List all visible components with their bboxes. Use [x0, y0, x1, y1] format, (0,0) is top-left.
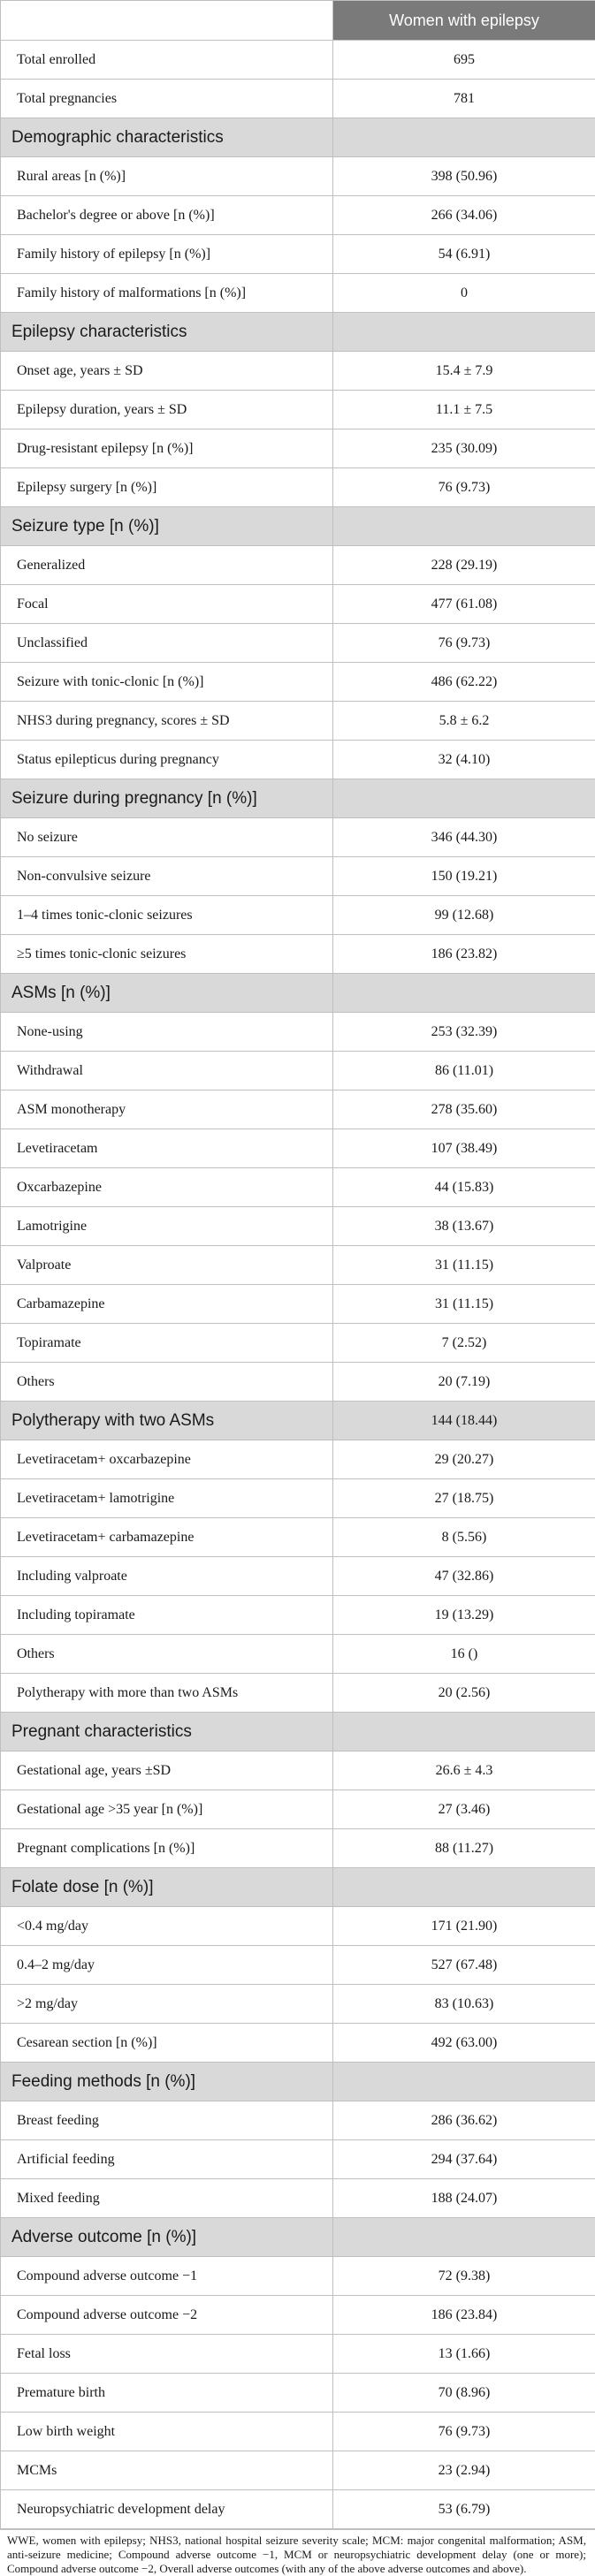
table-row — [1, 2490, 595, 2529]
table-row — [1, 663, 595, 702]
row-label: Compound adverse outcome −2 — [1, 2296, 333, 2335]
row-label: Focal — [1, 585, 333, 624]
row-label: Status epilepticus during pregnancy — [1, 741, 333, 779]
table-row — [1, 1246, 595, 1285]
row-value: 31 (11.15) — [333, 1246, 595, 1285]
row-value: 8 (5.56) — [333, 1518, 595, 1557]
section-header-row — [1, 1713, 595, 1752]
row-value: 76 (9.73) — [333, 2413, 595, 2451]
table-row — [1, 1324, 595, 1363]
row-label: Low birth weight — [1, 2413, 333, 2451]
row-value: 486 (62.22) — [333, 663, 595, 702]
section-label: Adverse outcome [n (%)] — [1, 2218, 333, 2257]
section-header-row — [1, 507, 595, 546]
table-row — [1, 157, 595, 196]
row-value: 29 (20.27) — [333, 1440, 595, 1479]
table-row — [1, 741, 595, 779]
row-label: Artificial feeding — [1, 2140, 333, 2179]
row-value: 54 (6.91) — [333, 235, 595, 274]
row-value: 20 (7.19) — [333, 1363, 595, 1402]
table-row — [1, 2413, 595, 2451]
header-women-with-epilepsy: Women with epilepsy — [333, 1, 595, 41]
section-header-row — [1, 974, 595, 1013]
row-label: Family history of malformations [n (%)] — [1, 274, 333, 313]
table-row — [1, 1013, 595, 1052]
row-label: Non-convulsive seizure — [1, 857, 333, 896]
row-value: 11.1 ± 7.5 — [333, 391, 595, 429]
row-value: 695 — [333, 41, 595, 80]
table-row — [1, 2257, 595, 2296]
row-label: Including topiramate — [1, 1596, 333, 1635]
row-value: 16 () — [333, 1635, 595, 1674]
row-value: 13 (1.66) — [333, 2335, 595, 2374]
row-value: 23 (2.94) — [333, 2451, 595, 2490]
row-label: Levetiracetam+ oxcarbazepine — [1, 1440, 333, 1479]
row-label: Bachelor's degree or above [n (%)] — [1, 196, 333, 235]
row-label: Topiramate — [1, 1324, 333, 1363]
row-label: Family history of epilepsy [n (%)] — [1, 235, 333, 274]
row-value: 266 (34.06) — [333, 196, 595, 235]
section-label: Pregnant characteristics — [1, 1713, 333, 1752]
table-row — [1, 2374, 595, 2413]
row-value: 47 (32.86) — [333, 1557, 595, 1596]
row-value: 781 — [333, 80, 595, 118]
row-label: Premature birth — [1, 2374, 333, 2413]
table-row — [1, 196, 595, 235]
row-label: Gestational age, years ±SD — [1, 1752, 333, 1790]
row-value: 86 (11.01) — [333, 1052, 595, 1090]
header-blank-cell — [1, 1, 333, 41]
table-row — [1, 1674, 595, 1713]
row-value: 294 (37.64) — [333, 2140, 595, 2179]
row-label: Epilepsy duration, years ± SD — [1, 391, 333, 429]
table-row — [1, 1829, 595, 1868]
row-value: 346 (44.30) — [333, 818, 595, 857]
row-value: 31 (11.15) — [333, 1285, 595, 1324]
row-label: Generalized — [1, 546, 333, 585]
row-value: 70 (8.96) — [333, 2374, 595, 2413]
row-label: MCMs — [1, 2451, 333, 2490]
section-value — [333, 974, 595, 1013]
row-label: No seizure — [1, 818, 333, 857]
table-row — [1, 1557, 595, 1596]
row-value: 278 (35.60) — [333, 1090, 595, 1129]
row-label: Breast feeding — [1, 2101, 333, 2140]
table-row — [1, 1596, 595, 1635]
row-value: 235 (30.09) — [333, 429, 595, 468]
row-label: Rural areas [n (%)] — [1, 157, 333, 196]
row-value: 186 (23.82) — [333, 935, 595, 974]
row-label: Polytherapy with more than two ASMs — [1, 1674, 333, 1713]
table-row — [1, 2335, 595, 2374]
table-row — [1, 391, 595, 429]
row-label: NHS3 during pregnancy, scores ± SD — [1, 702, 333, 741]
row-label: Total enrolled — [1, 41, 333, 80]
row-value: 53 (6.79) — [333, 2490, 595, 2529]
row-label: Drug-resistant epilepsy [n (%)] — [1, 429, 333, 468]
row-value: 44 (15.83) — [333, 1168, 595, 1207]
row-label: >2 mg/day — [1, 1985, 333, 2024]
row-value: 171 (21.90) — [333, 1907, 595, 1946]
table-row — [1, 1168, 595, 1207]
section-header-row — [1, 2218, 595, 2257]
section-header-row — [1, 2063, 595, 2101]
row-value: 398 (50.96) — [333, 157, 595, 196]
table-row — [1, 1363, 595, 1402]
table-row — [1, 857, 595, 896]
table-row — [1, 1440, 595, 1479]
row-value: 15.4 ± 7.9 — [333, 352, 595, 391]
table-row — [1, 2101, 595, 2140]
row-label: Neuropsychiatric development delay — [1, 2490, 333, 2529]
table-body — [1, 41, 595, 2529]
table-row — [1, 2296, 595, 2335]
table-row — [1, 702, 595, 741]
section-header-row — [1, 1868, 595, 1907]
row-value: 150 (19.21) — [333, 857, 595, 896]
row-value: 5.8 ± 6.2 — [333, 702, 595, 741]
table-row — [1, 818, 595, 857]
row-label: Pregnant complications [n (%)] — [1, 1829, 333, 1868]
row-label: Fetal loss — [1, 2335, 333, 2374]
table-row — [1, 1207, 595, 1246]
row-value: 32 (4.10) — [333, 741, 595, 779]
table-row — [1, 1129, 595, 1168]
table-row — [1, 2140, 595, 2179]
section-value — [333, 779, 595, 818]
row-value: 186 (23.84) — [333, 2296, 595, 2335]
table-row — [1, 546, 595, 585]
row-label: Levetiracetam+ lamotrigine — [1, 1479, 333, 1518]
row-label: Levetiracetam+ carbamazepine — [1, 1518, 333, 1557]
table-row — [1, 1790, 595, 1829]
table-row — [1, 1090, 595, 1129]
row-value: 88 (11.27) — [333, 1829, 595, 1868]
row-label: Valproate — [1, 1246, 333, 1285]
table-row — [1, 1285, 595, 1324]
table-footnote: WWE, women with epilepsy; NHS3, national hospital seizure severity scale; MCM: major congenital malformation; ASM, anti-seizure medicine; Compound adverse outcome −1, MCM or neuropsychiatric development delay (one or more); Compound adverse outcome −2, Overall adverse outcomes (with any of the above adverse outcomes and above). — [0, 2529, 595, 2576]
table-row — [1, 1907, 595, 1946]
section-label: ASMs [n (%)] — [1, 974, 333, 1013]
row-label: Including valproate — [1, 1557, 333, 1596]
section-header-row — [1, 1402, 595, 1440]
table-row — [1, 1479, 595, 1518]
section-header-row — [1, 118, 595, 157]
row-value: 27 (18.75) — [333, 1479, 595, 1518]
section-value — [333, 313, 595, 352]
section-label: Seizure during pregnancy [n (%)] — [1, 779, 333, 818]
row-value: 228 (29.19) — [333, 546, 595, 585]
section-label: Seizure type [n (%)] — [1, 507, 333, 546]
row-value: 527 (67.48) — [333, 1946, 595, 1985]
section-value — [333, 2063, 595, 2101]
table-row — [1, 41, 595, 80]
row-label: Others — [1, 1635, 333, 1674]
section-value — [333, 507, 595, 546]
section-value — [333, 1713, 595, 1752]
row-label: Compound adverse outcome −1 — [1, 2257, 333, 2296]
row-label: Gestational age >35 year [n (%)] — [1, 1790, 333, 1829]
section-label: Epilepsy characteristics — [1, 313, 333, 352]
section-value: 144 (18.44) — [333, 1402, 595, 1440]
section-label: Polytherapy with two ASMs — [1, 1402, 333, 1440]
table-row — [1, 2179, 595, 2218]
table-row — [1, 468, 595, 507]
row-value: 492 (63.00) — [333, 2024, 595, 2063]
row-value: 20 (2.56) — [333, 1674, 595, 1713]
row-label: Withdrawal — [1, 1052, 333, 1090]
table-row — [1, 1635, 595, 1674]
row-value: 76 (9.73) — [333, 624, 595, 663]
row-label: ≥5 times tonic-clonic seizures — [1, 935, 333, 974]
table-row — [1, 2024, 595, 2063]
table-row — [1, 274, 595, 313]
row-label: Unclassified — [1, 624, 333, 663]
section-value — [333, 118, 595, 157]
row-value: 107 (38.49) — [333, 1129, 595, 1168]
table-row — [1, 2451, 595, 2490]
row-value: 99 (12.68) — [333, 896, 595, 935]
table-row — [1, 624, 595, 663]
section-value — [333, 2218, 595, 2257]
table-row — [1, 896, 595, 935]
row-label: Oxcarbazepine — [1, 1168, 333, 1207]
section-header-row — [1, 313, 595, 352]
table-row — [1, 80, 595, 118]
row-value: 83 (10.63) — [333, 1985, 595, 2024]
row-value: 72 (9.38) — [333, 2257, 595, 2296]
table-row — [1, 1946, 595, 1985]
row-value: 27 (3.46) — [333, 1790, 595, 1829]
row-label: Levetiracetam — [1, 1129, 333, 1168]
header-row — [1, 1, 595, 41]
row-value: 19 (13.29) — [333, 1596, 595, 1635]
row-label: Onset age, years ± SD — [1, 352, 333, 391]
row-value: 76 (9.73) — [333, 468, 595, 507]
row-label: Seizure with tonic-clonic [n (%)] — [1, 663, 333, 702]
table-row — [1, 1752, 595, 1790]
row-value: 477 (61.08) — [333, 585, 595, 624]
table-row — [1, 1052, 595, 1090]
table-row — [1, 352, 595, 391]
row-label: Cesarean section [n (%)] — [1, 2024, 333, 2063]
section-label: Feeding methods [n (%)] — [1, 2063, 333, 2101]
row-label: <0.4 mg/day — [1, 1907, 333, 1946]
row-value: 26.6 ± 4.3 — [333, 1752, 595, 1790]
row-label: Others — [1, 1363, 333, 1402]
table-row — [1, 585, 595, 624]
row-value: 253 (32.39) — [333, 1013, 595, 1052]
row-value: 0 — [333, 274, 595, 313]
row-label: 0.4–2 mg/day — [1, 1946, 333, 1985]
section-header-row — [1, 779, 595, 818]
section-label: Demographic characteristics — [1, 118, 333, 157]
table-row — [1, 935, 595, 974]
row-label: Lamotrigine — [1, 1207, 333, 1246]
row-label: Total pregnancies — [1, 80, 333, 118]
table-row — [1, 1985, 595, 2024]
row-value: 286 (36.62) — [333, 2101, 595, 2140]
section-label: Folate dose [n (%)] — [1, 1868, 333, 1907]
row-label: None-using — [1, 1013, 333, 1052]
table-row — [1, 235, 595, 274]
table-row — [1, 429, 595, 468]
row-label: Mixed feeding — [1, 2179, 333, 2218]
row-value: 188 (24.07) — [333, 2179, 595, 2218]
row-label: Carbamazepine — [1, 1285, 333, 1324]
table-row — [1, 1518, 595, 1557]
row-label: 1–4 times tonic-clonic seizures — [1, 896, 333, 935]
row-label: ASM monotherapy — [1, 1090, 333, 1129]
section-value — [333, 1868, 595, 1907]
row-value: 7 (2.52) — [333, 1324, 595, 1363]
row-label: Epilepsy surgery [n (%)] — [1, 468, 333, 507]
row-value: 38 (13.67) — [333, 1207, 595, 1246]
